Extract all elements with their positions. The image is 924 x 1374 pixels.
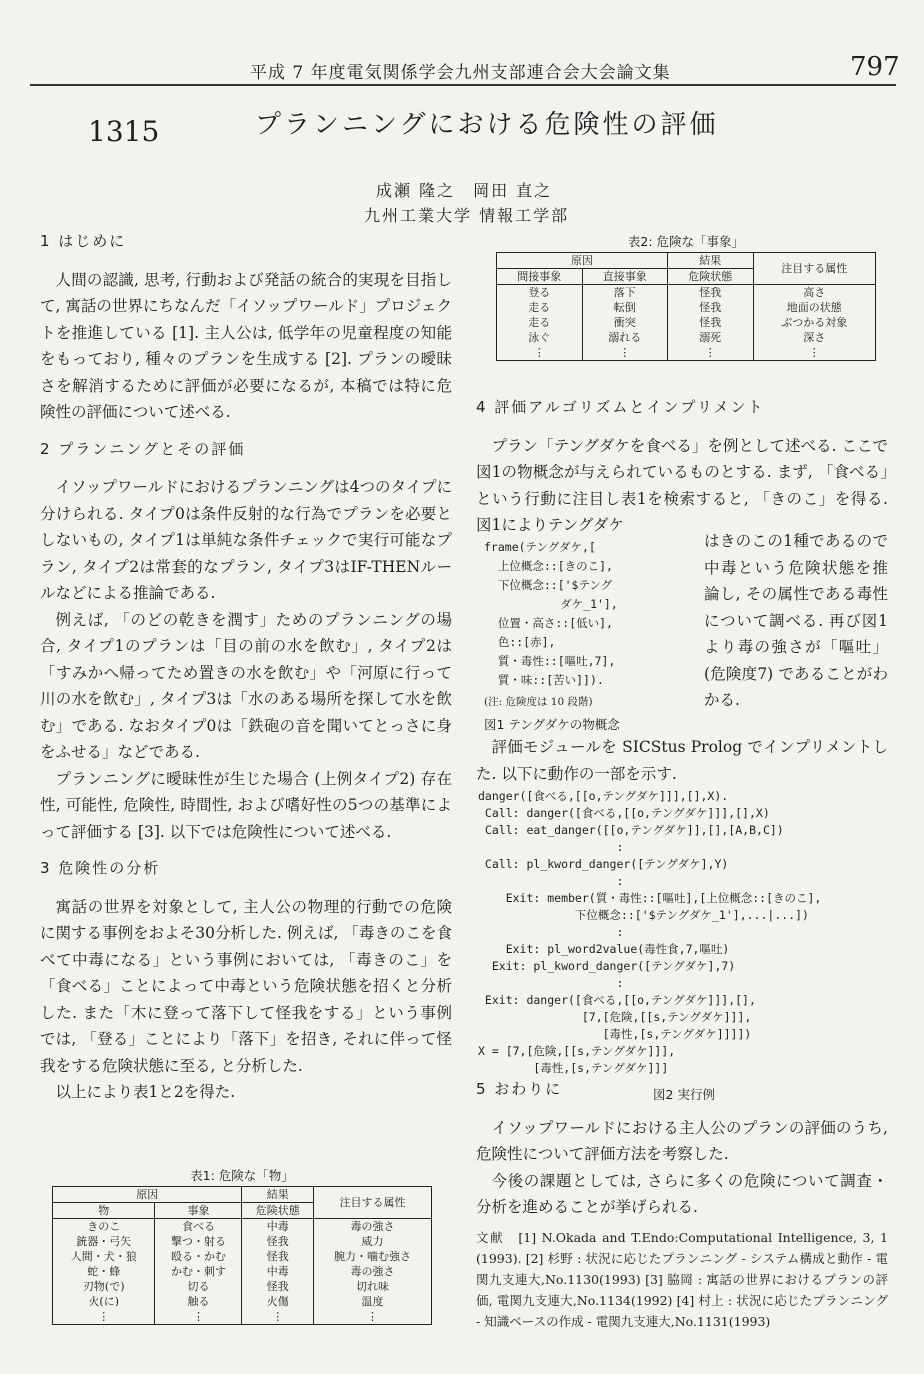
table-2-header-result: 結果 bbox=[668, 253, 754, 269]
section-3-heading: 3 危険性の分析 bbox=[40, 859, 161, 877]
table-1-cell: 蛇・蜂 bbox=[53, 1264, 155, 1279]
table-1-header-event: 事象 bbox=[155, 1203, 242, 1219]
table-1-cell: 切る bbox=[155, 1279, 242, 1294]
section-4-paragraph-2: 評価モジュールを SICStus Prolog でインプリメントした. 以下に動作の一部を示す. bbox=[476, 738, 888, 783]
table-1-caption: 表1: 危険な「物」 bbox=[190, 1168, 294, 1183]
figure-2 bbox=[478, 788, 890, 1103]
table-2-cell: 落下 bbox=[582, 285, 668, 301]
authors: 成瀬 隆之 岡田 直之 bbox=[376, 181, 553, 200]
table-1-cell: 中毒 bbox=[242, 1264, 314, 1279]
table-1-body bbox=[53, 1219, 432, 1325]
table-1-cell: 銃器・弓矢 bbox=[53, 1234, 155, 1249]
section-2-paragraph-3: プランニングに曖昧性が生じた場合 (上例タイプ2) 存在性, 可能性, 危険性, 時間性, および嗜好性の5つの基準によって評価する [3]. 以下では危険性について述べる. bbox=[40, 769, 452, 841]
table-1-cell: 温度 bbox=[314, 1294, 432, 1309]
table-2-grid bbox=[496, 252, 876, 361]
table-1-row bbox=[53, 1234, 432, 1249]
table-1-cell: ⋮ bbox=[155, 1309, 242, 1325]
section-4-side-paragraph: はきのこの1種であるので中毒という危険状態を推論し, その属性である毒性について調べる. 再び図1より毒の強さが「嘔吐」(危険度7) であることがわかる. bbox=[704, 532, 888, 709]
figure-1-caption: 図1 テングダケの物概念 bbox=[484, 717, 620, 732]
table-1-cell: 切れ味 bbox=[314, 1279, 432, 1294]
paper-number: 1315 bbox=[88, 115, 160, 148]
table-1-header-thing: 物 bbox=[53, 1203, 155, 1219]
section-5-paragraph-1: イソップワールドにおける主人公のプランの評価のうち, 危険性について評価方法を考察した. bbox=[476, 1118, 888, 1163]
table-1-cell: きのこ bbox=[53, 1219, 155, 1235]
table-1-row bbox=[53, 1264, 432, 1279]
table-2-cell: 怪我 bbox=[668, 300, 754, 315]
section-5-paragraph-2: 今後の課題としては, さらに多くの危険について調査・分析を進めることが挙げられる. bbox=[476, 1171, 888, 1216]
figure-1-frame: frame(テングダケ,[ 上位概念::[きのこ], 下位概念::['$テング ダケ_1'], 位置・高さ::[低い], 色::[赤], 質・毒性::[嘔吐,7], 質・味::[苦い]]). bbox=[484, 540, 618, 687]
table-1-cell: 怪我 bbox=[242, 1279, 314, 1294]
table-1-cell: 撃つ・射る bbox=[155, 1234, 242, 1249]
table-2-cell: 溺死 bbox=[668, 330, 754, 345]
right-column-lower bbox=[476, 734, 888, 787]
table-2-cell: ⋮ bbox=[668, 345, 754, 361]
table-2-cell: 衝突 bbox=[582, 315, 668, 330]
table-2-cell: ⋮ bbox=[753, 345, 875, 361]
table-1-cell: 火(に) bbox=[53, 1294, 155, 1309]
figure-1-note: (注: 危険度は 10 段階) bbox=[484, 696, 593, 708]
section-1-paragraph: 人間の認識, 思考, 行動および発話の統合的実現を目指して, 寓話の世界にちなんだ「イソップワールド」プロジェクトを推進している [1]. 主人公は, 低学年の児童程度の知能をもっており, 種々のプランを生成する [2]. プランの曖昧さを解消するために評価が必要になるが, 本稿では特に危険性の評価について述べる. bbox=[40, 270, 452, 421]
table-2-header-attr: 注目する属性 bbox=[753, 253, 875, 285]
table-1-header-result: 結果 bbox=[242, 1187, 314, 1203]
section-5-heading: 5 おわりに bbox=[476, 1080, 563, 1098]
table-1-grid bbox=[52, 1186, 432, 1325]
section-3-paragraph-1: 寓話の世界を対象として, 主人公の物理的行動での危険に関する事例をおよそ30分析した. 例えば, 「毒きのこを食べて中毒になる」という事例においては, 「毒きのこ」を「食べる」ことによって中毒という危険状態を招くと分析した. また「木に登って落下して怪我をする」という事例では, 「登る」ことにより「落下」を招き, それに伴って怪我をする危険状態に至る, と分析した. bbox=[40, 897, 452, 1075]
right-column-end bbox=[476, 1076, 888, 1332]
table-2-row bbox=[497, 285, 876, 301]
table-1-row bbox=[53, 1294, 432, 1309]
table-1-cell: ⋮ bbox=[314, 1309, 432, 1325]
table-2-cell: 走る bbox=[497, 315, 583, 330]
table-2-header-cause: 原因 bbox=[497, 253, 668, 269]
table-2-row bbox=[497, 330, 876, 345]
table-1-cell: 火傷 bbox=[242, 1294, 314, 1309]
table-1-cell: 殴る・かむ bbox=[155, 1249, 242, 1264]
table-1-header-attr: 注目する属性 bbox=[314, 1187, 432, 1219]
section-1-heading: 1 はじめに bbox=[40, 232, 127, 250]
table-1-cell: 人間・犬・狼 bbox=[53, 1249, 155, 1264]
section-2-paragraph-2: 例えば, 「のどの乾きを潤す」ためのプランニングの場合, タイプ1のプランは「目の前の水を飲む」, タイプ2は「すみかへ帰ってため置きの水を飲む」や「河原に行って川の水を飲む」, タイプ3は「水のある場所を探して水を飲む」である. なおタイプ0は「鉄砲の音を聞いてとっさに身をふせる」などである. bbox=[40, 610, 452, 761]
table-2-row bbox=[497, 300, 876, 315]
table-2-cell: 高さ bbox=[753, 285, 875, 301]
table-1-cell: 中毒 bbox=[242, 1219, 314, 1235]
affiliation: 九州工業大学 情報工学部 bbox=[364, 206, 570, 225]
table-2-cell: ⋮ bbox=[582, 345, 668, 361]
section-4-paragraph-1: プラン「テングダケを食べる」を例として述べる. ここで図1の物概念が与えられているものとする. まず, 「食べる」という行動に注目し表1を検索すると, 「きのこ」を得る. 図1によりテングダケ bbox=[476, 436, 888, 534]
table-1-row bbox=[53, 1219, 432, 1235]
table-2-row bbox=[497, 315, 876, 330]
figure-2-trace: danger([食べる,[[o,テングダケ]]],[],X). Call: danger([食べる,[[o,テングダケ]]],[],X) Call: eat_danger([[o,テングダケ]],[],[A,B,C]) : Call: pl_kword_danger([テングダケ],Y) : Exit: member(質・毒性::[嘔吐],[上位概念::[きのこ], 下位概念::['$テングダケ_1'],...|...]) : Exit: pl_word2value(毒性食,7,嘔吐) Exit: pl_kword_danger([テングダケ],7) : Exit: danger([食べる,[[o,テングダケ]]],[], [7,[危険,[[s,テングダケ]]], [毒性,[s,テングダケ]]]]) X = [7,[危険,[[s,テングダケ]]], [毒性,[s,テングダケ]]] bbox=[478, 789, 822, 1075]
table-2-cell: ぶつかる対象 bbox=[753, 315, 875, 330]
table-1-row bbox=[53, 1249, 432, 1264]
section-4-heading: 4 評価アルゴリズムとインプリメント bbox=[476, 398, 765, 416]
table-2-body bbox=[497, 285, 876, 361]
header-rule bbox=[30, 84, 896, 86]
table-1-cell: ⋮ bbox=[242, 1309, 314, 1325]
table-2-cell: 泳ぐ bbox=[497, 330, 583, 345]
table-2-cell: 深さ bbox=[753, 330, 875, 345]
references: 文献 [1] N.Okada and T.Endo:Computational Intelligence, 3, 1 (1993). [2] 杉野 : 状況に応じたプランニング - システム構成と動作 - 電関九支連大,No.1130(1993) [3] 脇岡 : 寓話の世界におけるプランの評価, 電関九支連大,No.1134(1992) [4] 村上 : 状況に応じたプランニング - 知識ベースの作成 - 電関九支連大,No.1131(1993) bbox=[476, 1229, 888, 1329]
table-1-cell: 腕力・噛む強さ bbox=[314, 1249, 432, 1264]
right-column bbox=[476, 394, 888, 539]
journal-header: 平成 7 年度電気関係学会九州支部連合会大会論文集 bbox=[250, 63, 671, 83]
figure-2-caption: 図2 実行例 bbox=[653, 1087, 715, 1102]
table-2-cell: 地面の状態 bbox=[753, 300, 875, 315]
table-2-header-indirect: 間接事象 bbox=[497, 269, 583, 285]
table-1-cell: 食べる bbox=[155, 1219, 242, 1235]
table-2-header-direct: 直接事象 bbox=[582, 269, 668, 285]
table-1-cell: 怪我 bbox=[242, 1249, 314, 1264]
table-2-cell: 怪我 bbox=[668, 285, 754, 301]
figure-1 bbox=[484, 538, 684, 733]
table-1-cell: 威力 bbox=[314, 1234, 432, 1249]
table-2-cell: 溺れる bbox=[582, 330, 668, 345]
table-2-cell: ⋮ bbox=[497, 345, 583, 361]
table-1-row bbox=[53, 1279, 432, 1294]
table-2-caption: 表2: 危険な「事象」 bbox=[627, 234, 745, 249]
table-1-cell: かむ・刺す bbox=[155, 1264, 242, 1279]
figure-1-side-text bbox=[704, 528, 888, 714]
table-1-cell: ⋮ bbox=[53, 1309, 155, 1325]
table-2-row bbox=[497, 345, 876, 361]
table-1-cell: 触る bbox=[155, 1294, 242, 1309]
table-2-cell: 怪我 bbox=[668, 315, 754, 330]
paper-title: プランニングにおける危険性の評価 bbox=[255, 110, 719, 140]
table-2 bbox=[496, 232, 876, 361]
table-1-cell: 怪我 bbox=[242, 1234, 314, 1249]
left-column bbox=[40, 228, 452, 1106]
table-2-cell: 転倒 bbox=[582, 300, 668, 315]
page-number: 797 bbox=[850, 52, 900, 82]
section-2-heading: 2 プランニングとその評価 bbox=[40, 439, 246, 458]
table-1-row bbox=[53, 1309, 432, 1325]
table-1-header-state: 危険状態 bbox=[242, 1203, 314, 1219]
table-1-cell: 刃物(で) bbox=[53, 1279, 155, 1294]
table-1-cell: 毒の強さ bbox=[314, 1219, 432, 1235]
table-1 bbox=[52, 1166, 432, 1325]
table-1-header-cause: 原因 bbox=[53, 1187, 242, 1203]
section-2-paragraph-1: イソップワールドにおけるプランニングは4つのタイプに分けられる. タイプ0は条件反射的な行為でプランを必要としないもの, タイプ1は単純な条件チェックで実行可能なプラン, タイプ2は常套的なプラン, タイプ3はIF-THENルールなどによる推論である. bbox=[40, 478, 452, 602]
table-2-cell: 走る bbox=[497, 300, 583, 315]
table-1-cell: 毒の強さ bbox=[314, 1264, 432, 1279]
section-3-paragraph-2: 以上により表1と2を得た. bbox=[55, 1083, 236, 1101]
table-2-cell: 登る bbox=[497, 285, 583, 301]
table-2-header-state: 危険状態 bbox=[668, 269, 754, 285]
